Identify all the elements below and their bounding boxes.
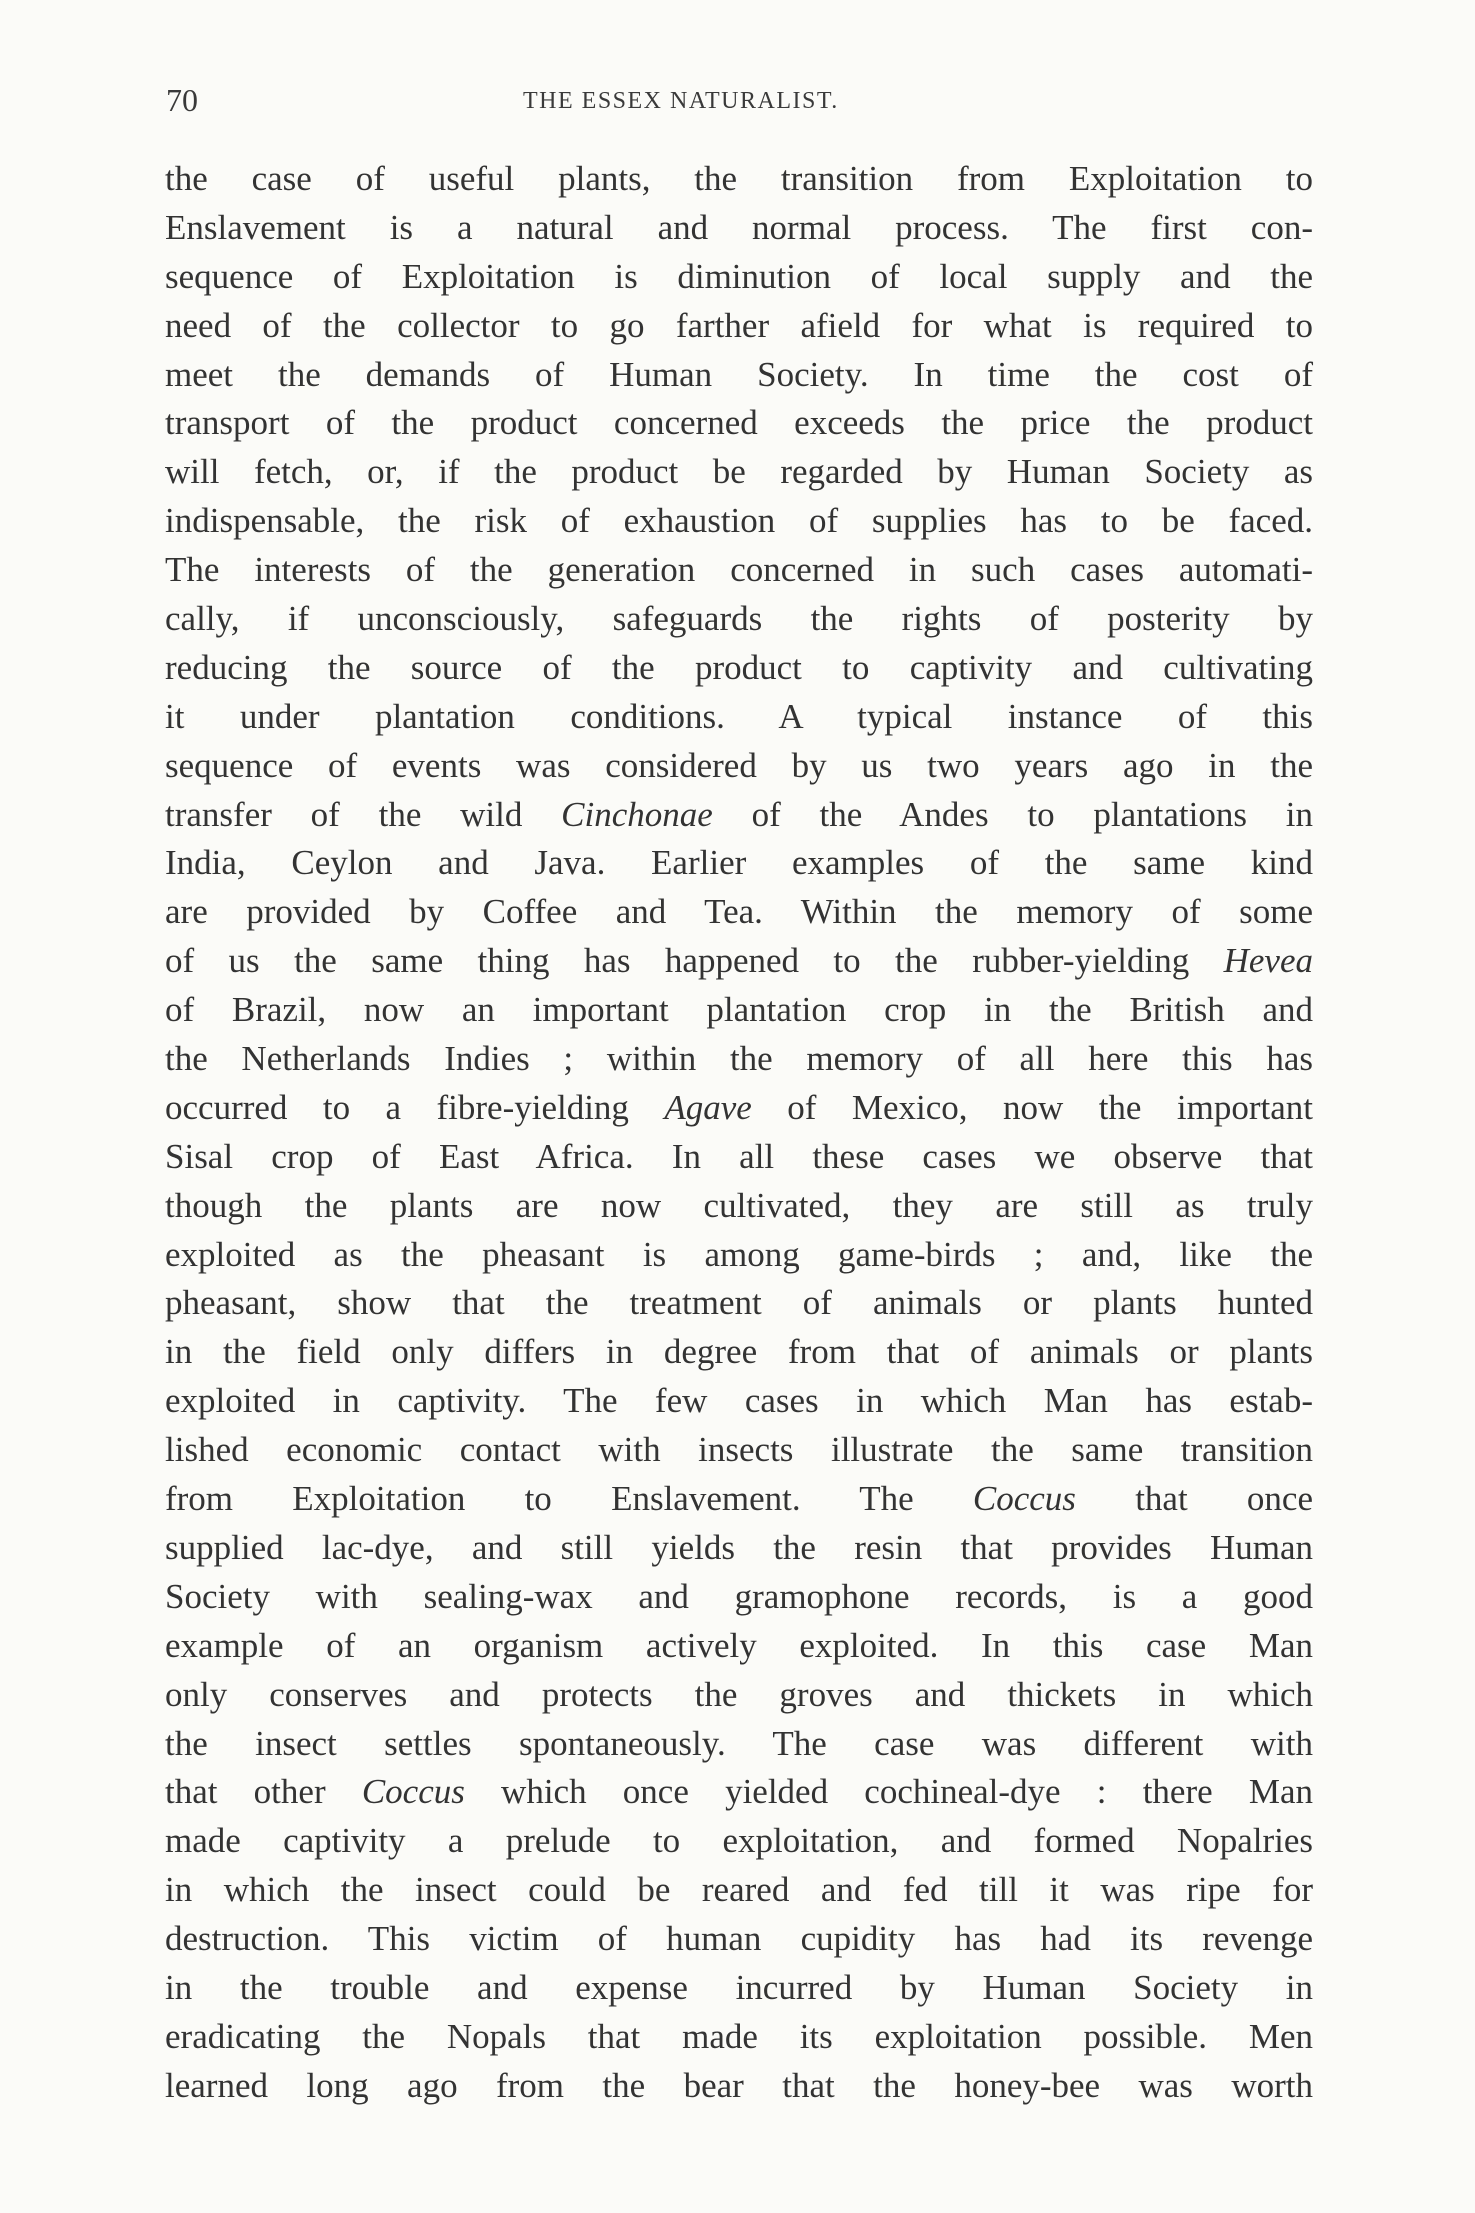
text-segment: will fetch, or, if the product be regarded by Human Society as: [165, 452, 1313, 492]
text-line: [165, 1035, 1313, 1084]
text-segment: lished economic contact with insects illustrate the same transition: [165, 1430, 1313, 1470]
text-segment: meet the demands of Human Society. In time the cost of: [165, 354, 1313, 394]
journal-title: THE ESSEX NATURALIST.: [523, 88, 839, 114]
text-line: [165, 546, 1313, 595]
text-segment: that other: [165, 1772, 362, 1812]
text-line: [165, 1475, 1313, 1524]
text-line: [165, 644, 1313, 693]
text-line: [165, 1964, 1313, 2013]
text-segment: pheasant, show that the treatment of animals or plants hunted: [165, 1283, 1313, 1323]
text-segment: exploited in captivity. The few cases in which Man has estab-: [165, 1381, 1313, 1421]
text-segment: exploited as the pheasant is among game-birds ; and, like the: [165, 1234, 1313, 1274]
text-segment: made captivity a prelude to exploitation, and formed Nopalries: [165, 1821, 1313, 1861]
text-line: [165, 2013, 1313, 2062]
text-segment: indispensable, the risk of exhaustion of supplies has to be faced.: [165, 501, 1313, 541]
text-line: [165, 1426, 1313, 1475]
running-head: [166, 82, 1316, 122]
text-line: [165, 791, 1313, 840]
text-segment: which once yielded cochineal-dye : there Man: [464, 1772, 1313, 1812]
text-segment: of Brazil, now an important plantation crop in the British and: [165, 990, 1313, 1030]
text-line: [165, 1671, 1313, 1720]
text-segment: Sisal crop of East Africa. In all these cases we observe that: [165, 1136, 1313, 1176]
text-line: [165, 1279, 1313, 1328]
text-line: [165, 302, 1313, 351]
italic-term: Cinchonae: [561, 794, 713, 834]
text-segment: example of an organism actively exploited. In this case Man: [165, 1625, 1313, 1665]
text-line: [165, 1328, 1313, 1377]
text-segment: transfer of the wild: [165, 794, 562, 834]
text-segment: the Netherlands Indies ; within the memory of all here this has: [165, 1039, 1313, 1079]
text-line: [165, 1182, 1313, 1231]
text-segment: the case of useful plants, the transition from Exploitation to: [165, 159, 1313, 198]
text-line: [165, 1915, 1313, 1964]
text-line: [165, 1377, 1313, 1426]
italic-term: Coccus: [972, 1479, 1076, 1519]
text-line: [165, 986, 1313, 1035]
text-segment: sequence of Exploitation is diminution of local supply and the: [165, 256, 1313, 296]
text-segment: sequence of events was considered by us two years ago in the: [165, 745, 1313, 785]
text-line: [165, 1720, 1313, 1769]
text-line: [165, 595, 1313, 644]
text-line: [165, 693, 1313, 742]
text-line: [165, 253, 1313, 302]
text-segment: from Exploitation to Enslavement. The: [165, 1479, 973, 1519]
text-line: [165, 937, 1313, 986]
text-line: [165, 351, 1313, 400]
text-segment: that once: [1075, 1479, 1314, 1519]
text-line: [165, 1133, 1313, 1182]
text-line: [165, 1084, 1313, 1133]
text-line: [165, 497, 1313, 546]
text-line: [165, 888, 1313, 937]
text-line: [165, 399, 1313, 448]
text-line: [165, 1573, 1313, 1622]
text-segment: occurred to a fibre-yielding: [165, 1087, 665, 1127]
italic-term: Hevea: [1223, 941, 1313, 981]
text-line: [165, 155, 1313, 204]
page-number: 70: [166, 82, 198, 118]
text-segment: of Mexico, now the important: [751, 1087, 1313, 1127]
text-segment: of us the same thing has happened to the rubber-yielding: [165, 941, 1224, 981]
text-segment: need of the collector to go farther afield for what is required to: [165, 305, 1313, 345]
text-segment: in the trouble and expense incurred by Human Society in: [165, 1967, 1313, 2007]
text-line: [165, 204, 1313, 253]
text-segment: The interests of the generation concerned in such cases automati-: [165, 550, 1313, 590]
text-segment: it under plantation conditions. A typical instance of this: [165, 696, 1313, 736]
text-line: [165, 1524, 1313, 1573]
text-line: [165, 742, 1313, 791]
text-line: [165, 1231, 1313, 1280]
text-line: [165, 448, 1313, 497]
text-segment: Enslavement is a natural and normal process. The first con-: [165, 207, 1313, 247]
text-segment: the insect settles spontaneously. The case was different with: [165, 1723, 1313, 1763]
text-line: [165, 2062, 1313, 2111]
text-segment: eradicating the Nopals that made its exploitation possible. Men: [165, 2016, 1313, 2056]
text-line: [165, 1817, 1313, 1866]
text-segment: India, Ceylon and Java. Earlier examples of the same kind: [165, 843, 1313, 883]
text-segment: are provided by Coffee and Tea. Within the memory of some: [165, 892, 1313, 932]
text-segment: learned long ago from the bear that the honey-bee was worth: [165, 2065, 1313, 2105]
text-segment: though the plants are now cultivated, they are still as truly: [165, 1185, 1313, 1225]
text-segment: transport of the product concerned exceeds the price the product: [165, 403, 1313, 443]
text-segment: in which the insect could be reared and fed till it was ripe for: [165, 1870, 1313, 1910]
text-segment: only conserves and protects the groves and thickets in which: [165, 1674, 1313, 1714]
text-line: [165, 1866, 1313, 1915]
text-segment: cally, if unconsciously, safeguards the rights of posterity by: [165, 599, 1313, 639]
text-line: [165, 839, 1313, 888]
text-segment: Society with sealing-wax and gramophone records, is a good: [165, 1576, 1313, 1616]
italic-term: Coccus: [361, 1772, 465, 1812]
body-paragraph: [165, 155, 1313, 2111]
text-segment: reducing the source of the product to captivity and cultivating: [165, 647, 1313, 687]
text-line: [165, 1622, 1313, 1671]
text-line: [165, 1768, 1313, 1817]
text-segment: in the field only differs in degree from that of animals or plants: [165, 1332, 1313, 1372]
text-segment: of the Andes to plantations in: [712, 794, 1313, 834]
text-segment: destruction. This victim of human cupidity has had its revenge: [165, 1919, 1313, 1959]
text-segment: supplied lac-dye, and still yields the resin that provides Human: [165, 1527, 1313, 1567]
italic-term: Agave: [664, 1087, 752, 1127]
